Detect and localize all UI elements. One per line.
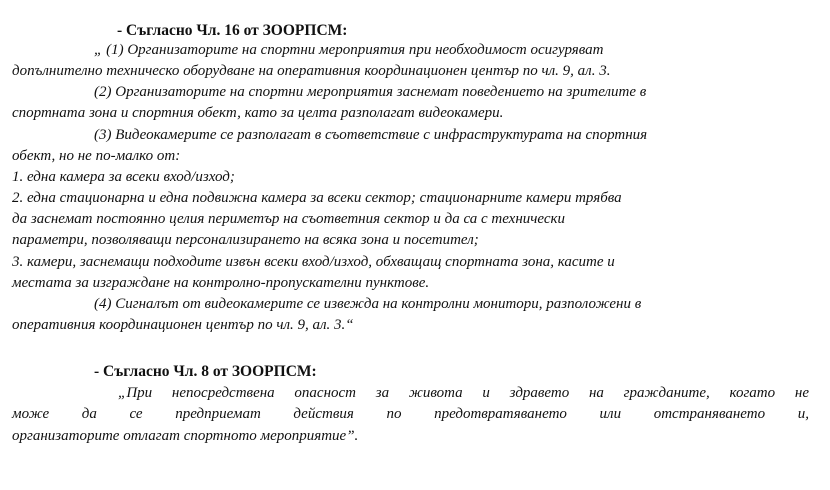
s1-line-7: 1. една камера за всеки вход/изход; (12, 169, 235, 185)
s2-line-2: може да се предприемат действия по предотвратяването или отстраняването и, (12, 406, 809, 422)
s1-line-11: 3. камери, заснемащи подходите извън всеки вход/изход, обхващащ спортната зона, касите и (12, 254, 615, 270)
s1-line-10: параметри, позволяващи персонализирането на всяка зона и посетител; (12, 232, 479, 248)
s1-line-8: 2. една стационарна и една подвижна камера за всеки сектор; стационарните камери трябва (12, 190, 622, 206)
s1-line-9: да заснемат постоянно целия периметър на съответния сектор и да са с технически (12, 211, 566, 227)
s2-line-3: организаторите отлагат спортното мероприятие”. (12, 428, 359, 444)
s1-line-1: „ (1) Организаторите на спортни мероприятия при необходимост осигуряват (94, 42, 604, 58)
s1-line-6: обект, но не по-малко от: (12, 148, 181, 164)
s1-line-3: (2) Организаторите на спортни мероприятия заснемат поведението на зрителите в (94, 84, 647, 100)
s1-line-13: (4) Сигналът от видеокамерите се извежда на контролни монитори, разположени в (94, 296, 642, 312)
section2-heading: - Съгласно Чл. 8 от ЗООРПСМ: (94, 363, 317, 380)
s1-line-2: допълнително техническо оборудване на оперативния координационен център по чл. 9, ал. 3. (12, 63, 611, 79)
section1-heading: - Съгласно Чл. 16 от ЗООРПСМ: (117, 22, 348, 39)
s1-line-12: местата за изграждане на контролно-пропускателни пунктове. (12, 275, 430, 291)
s1-line-5: (3) Видеокамерите се разполагат в съответствие с инфраструктурата на спортния (94, 127, 648, 143)
s1-line-14: оперативния координационен център по чл. 9, ал. 3.“ (12, 317, 354, 333)
s2-line-1: „При непосредствена опасност за живота и здравето на гражданите, когато не (118, 385, 809, 401)
s1-line-4: спортната зона и спортния обект, като за целта разполагат видеокамери. (12, 105, 504, 121)
